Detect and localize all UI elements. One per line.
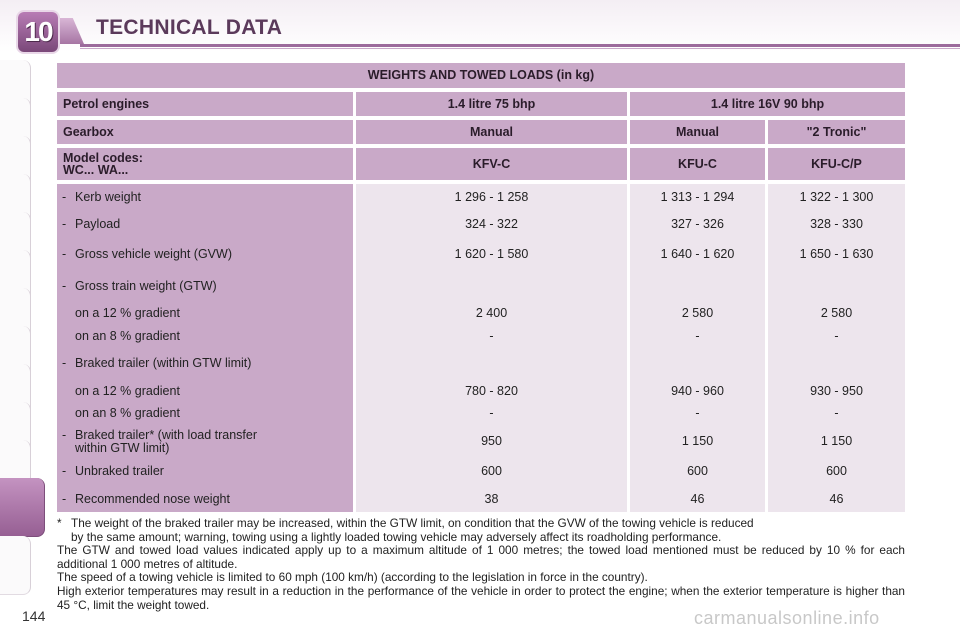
model-codes-label: [57, 148, 353, 180]
row-value: 600: [481, 464, 502, 478]
page-title: TECHNICAL DATA: [96, 16, 283, 39]
row-dash: -: [62, 247, 67, 261]
row-value: 1 640 - 1 620: [660, 247, 735, 261]
footnote-line1: The weight of the braked trailer may be increased, within the GTW limit, on condition that the GVW of the towing vehicle is reduced: [71, 516, 754, 530]
chapter-tabs: [0, 60, 34, 580]
row-value: 2 400: [475, 306, 508, 320]
row-value: 600: [687, 464, 708, 478]
row-value: -: [834, 329, 839, 343]
altitude-note: The GTW and towed load values indicated apply up to a maximum altitude of 1 000 metres; the towed load mentioned must be reduced by 10 % for each additional 1 000 metres of altitude.: [57, 543, 905, 571]
values-column-2: [630, 184, 765, 512]
footnote-star: *: [57, 516, 62, 530]
row-value: 328 - 330: [810, 217, 863, 231]
engine-2-header: 1.4 litre 16V 90 bhp: [630, 92, 905, 116]
row-dash: -: [62, 492, 67, 506]
row-value: 940 - 960: [671, 384, 724, 398]
header-rule-thin: [80, 48, 960, 49]
row-dash: -: [62, 428, 67, 442]
gearbox-label: Gearbox: [57, 120, 353, 144]
row-value: 1 313 - 1 294: [660, 190, 735, 204]
row-value: 930 - 950: [810, 384, 863, 398]
values-column-3: [768, 184, 905, 512]
page-number: 144: [22, 608, 46, 624]
row-value: 46: [690, 492, 705, 506]
row-label: on a 12 % gradient: [75, 306, 180, 320]
values-column-1: [356, 184, 627, 512]
row-label: Payload: [75, 217, 121, 231]
row-dash: -: [62, 217, 67, 231]
model-code-2: KFU-C: [630, 148, 765, 180]
engine-1-header: 1.4 litre 75 bhp: [356, 92, 627, 116]
row-value: 1 650 - 1 630: [799, 247, 874, 261]
footnote-line2: by the same amount; warning, towing using a lightly loaded towing vehicle may adversely affect its roadholding performance.: [71, 529, 722, 544]
row-label: on a 12 % gradient: [75, 384, 180, 398]
notes-block: [57, 517, 905, 612]
row-label: on an 8 % gradient: [75, 406, 180, 420]
temperature-note: High exterior temperatures may result in a reduction in the performance of the vehicle in order to protect the engine; when the exterior temperature is higher than 45 °C, limit the weight towed.: [57, 583, 905, 612]
model-codes-label-line2: WC... WA...: [63, 163, 129, 177]
labels-column: [57, 184, 353, 512]
row-value: 2 580: [681, 306, 714, 320]
row-value: -: [489, 329, 494, 343]
chapter-tab-active[interactable]: [0, 478, 45, 537]
row-value: -: [695, 329, 700, 343]
row-label: on an 8 % gradient: [75, 329, 180, 343]
model-code-1: KFV-C: [356, 148, 627, 180]
row-value: 1 150: [681, 434, 714, 448]
row-value: 950: [481, 434, 502, 448]
row-value: 1 296 - 1 258: [454, 190, 529, 204]
row-label: Unbraked trailer: [75, 464, 164, 478]
gearbox-value-2: Manual: [630, 120, 765, 144]
row-dash: -: [62, 464, 67, 478]
row-label: Gross train weight (GTW): [75, 279, 217, 293]
header-rule: [80, 44, 960, 47]
row-value: 1 150: [820, 434, 853, 448]
footnote: [57, 517, 905, 544]
row-label: Braked trailer (within GTW limit): [75, 356, 252, 370]
row-value: 38: [484, 492, 499, 506]
row-value: 1 620 - 1 580: [454, 247, 529, 261]
chapter-number: 10: [24, 16, 52, 47]
engines-label: Petrol engines: [57, 92, 353, 116]
row-label: Recommended nose weight: [75, 492, 230, 506]
speed-note: The speed of a towing vehicle is limited to 60 mph (100 km/h) (according to the legislation in force in the country).: [57, 570, 648, 585]
row-dash: -: [62, 190, 67, 204]
watermark: carmanualsonline.info: [694, 608, 880, 628]
row-value: 46: [829, 492, 844, 506]
table-title: WEIGHTS AND TOWED LOADS (in kg): [57, 63, 905, 88]
row-label-line2: within GTW limit): [75, 441, 170, 455]
row-value: -: [695, 406, 700, 420]
row-dash: -: [62, 356, 67, 370]
row-dash: -: [62, 279, 67, 293]
row-value: -: [834, 406, 839, 420]
row-value: 324 - 322: [465, 217, 518, 231]
gearbox-value-1: Manual: [356, 120, 627, 144]
row-label: Braked trailer* (with load transfer: [75, 428, 258, 442]
row-value: 1 322 - 1 300: [799, 190, 874, 204]
gearbox-value-3: "2 Tronic": [768, 120, 905, 144]
row-value: 327 - 326: [671, 217, 724, 231]
row-label: Gross vehicle weight (GVW): [75, 247, 232, 261]
row-value: 780 - 820: [465, 384, 518, 398]
chapter-tab-13[interactable]: [0, 536, 31, 595]
row-value: 2 580: [820, 306, 853, 320]
row-value: -: [489, 406, 494, 420]
model-codes-label-line1: Model codes:: [63, 151, 143, 165]
model-code-3: KFU-C/P: [768, 148, 905, 180]
row-value: 600: [826, 464, 847, 478]
row-label: Kerb weight: [75, 190, 142, 204]
